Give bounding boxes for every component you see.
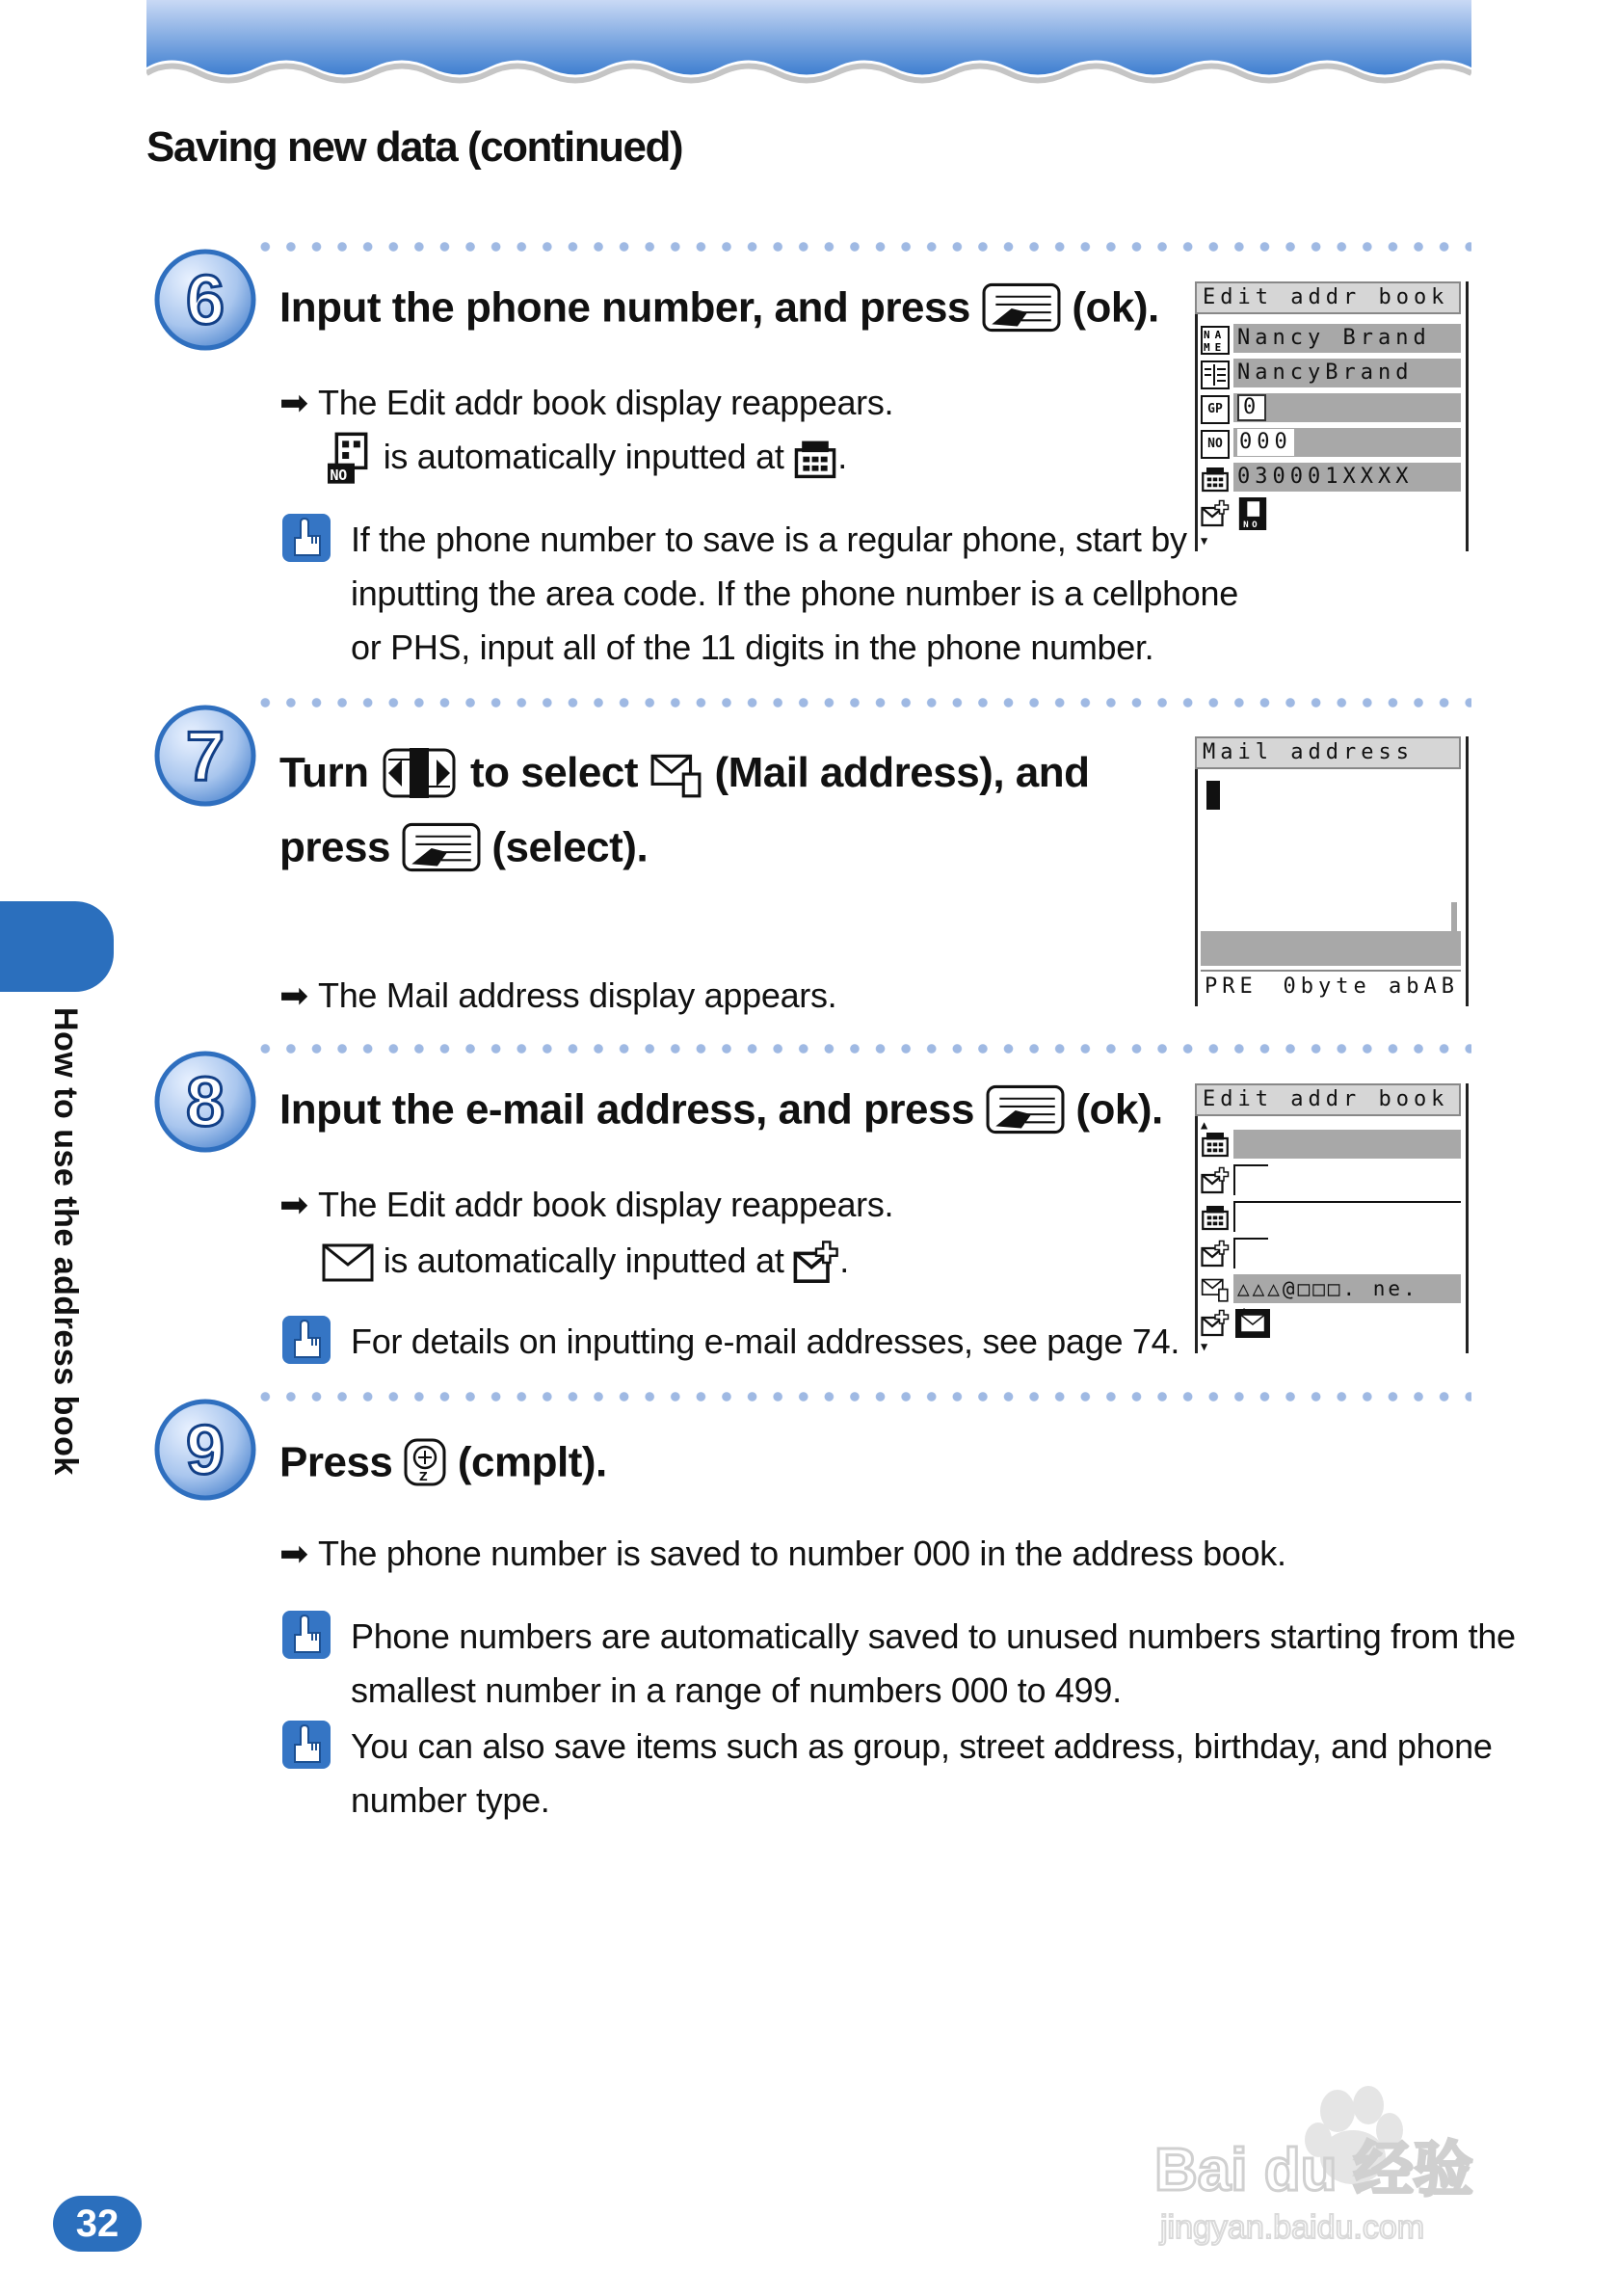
- note-text: Phone numbers are automatically saved to unused numbers starting from the smallest number in a range of numbers 000 to 499.: [351, 1616, 1516, 1710]
- side-tab: [0, 901, 114, 992]
- envelope-icon: [322, 1243, 374, 1282]
- step-number-badge: [154, 1051, 256, 1153]
- svg-text:6: 6: [185, 262, 225, 339]
- mail-type-icon: [1201, 1309, 1230, 1338]
- step-heading: Input the e-mail address, and press (ok).: [279, 1085, 1163, 1134]
- screen-bar: [1201, 931, 1461, 966]
- result-text: ➡ The Mail address display appears.: [279, 969, 836, 1023]
- ok-key-icon: [986, 1084, 1065, 1135]
- mail-address-icon: [1201, 1274, 1230, 1303]
- scrollbar: [1451, 902, 1457, 931]
- screen-field: △△△@□□□. ne.: [1233, 1274, 1461, 1303]
- dotted-divider: [252, 698, 1471, 707]
- svg-text:8: 8: [185, 1064, 225, 1141]
- no-tag-icon: [322, 432, 374, 486]
- watermark-brand: Bai du 经验: [1154, 2137, 1473, 2203]
- svg-text:NO: NO: [1243, 520, 1261, 530]
- step-number-badge: [154, 705, 256, 807]
- svg-text:ME: ME: [1204, 341, 1227, 354]
- phone-type-icon: [1201, 1166, 1230, 1195]
- note-text: For details on inputting e-mail addresses, see page 74.: [351, 1322, 1180, 1361]
- arrow-right-icon: ➡: [279, 383, 308, 422]
- name-icon: [1201, 326, 1230, 355]
- step-heading: Turn to select (Mail address), and: [279, 746, 1090, 800]
- phone-type-icon: [1201, 499, 1230, 528]
- side-tab-label: How to use the address book: [47, 1007, 84, 1476]
- hand-note-icon: [281, 1720, 331, 1770]
- envelope-icon: [1239, 1314, 1266, 1333]
- step-heading: press (select).: [279, 823, 649, 871]
- header-banner: [146, 0, 1471, 96]
- scroll-down-icon: ▼: [1201, 534, 1208, 547]
- svg-text:9: 9: [185, 1412, 225, 1489]
- ok-key-icon: [402, 822, 481, 872]
- scroll-up-icon: ▲: [1201, 1118, 1208, 1132]
- step-heading: Press (cmplt).: [279, 1438, 607, 1486]
- hand-note-icon: [281, 513, 331, 563]
- phone-icon: [1201, 465, 1230, 494]
- mail-address-icon: [649, 746, 703, 800]
- dotted-divider: [252, 1044, 1471, 1054]
- screen-footer: PRE 0byte abAB: [1201, 970, 1461, 1004]
- jog-key-icon: [380, 746, 459, 800]
- svg-text:NA: NA: [1204, 329, 1227, 341]
- watermark-url: jingyan.baidu.com: [1160, 2209, 1425, 2246]
- screen-title: Edit addr book: [1195, 281, 1461, 314]
- result-text: ➡ The Edit addr book display reappears.: [279, 1178, 893, 1232]
- step-heading-text: Input the phone number, and press: [279, 283, 970, 332]
- step-number-badge: [154, 1399, 256, 1501]
- phone-screen: Edit addr book NA ME Nancy Brand NancyBrand GP 0 NO 000 030001XXXX NO ▼: [1195, 281, 1470, 551]
- number-icon: NO: [1201, 430, 1230, 459]
- step-number-badge: [154, 249, 256, 351]
- phone-screen: [1195, 736, 1470, 1006]
- arrow-right-icon: ➡: [279, 1185, 308, 1224]
- dotted-divider: [252, 242, 1471, 252]
- result-text: ➡ The phone number is saved to number 000 in the address book.: [279, 1527, 1286, 1581]
- result-text: is automatically inputted at .: [322, 1234, 849, 1288]
- page-subtitle: Saving new data (continued): [146, 123, 682, 171]
- phone-screen: [1195, 1083, 1470, 1353]
- arrow-right-icon: ➡: [279, 975, 308, 1015]
- page-number: 32: [53, 2196, 142, 2252]
- ok-key-icon: [982, 282, 1061, 333]
- screen-title: Edit addr book: [1195, 1083, 1461, 1116]
- mail-type-icon: [793, 1240, 839, 1286]
- watermark-logo: [1154, 2063, 1521, 2256]
- no-tag-icon: [1237, 497, 1268, 530]
- phone-book-icon: [793, 437, 837, 481]
- step-heading: [279, 281, 1159, 333]
- note-text: You can also save items such as group, street address, birthday, and phone number type.: [351, 1726, 1493, 1820]
- svg-text:7: 7: [185, 718, 225, 795]
- hand-note-icon: [281, 1315, 331, 1365]
- scroll-down-icon: ▼: [1201, 1340, 1208, 1353]
- text-cursor: [1206, 781, 1220, 810]
- screen-title: Mail address: [1195, 736, 1461, 769]
- reading-icon: [1201, 360, 1230, 389]
- group-icon: GP: [1201, 395, 1230, 424]
- phone-icon: [1201, 1130, 1230, 1159]
- step-heading-text: (ok).: [1072, 283, 1159, 332]
- arrow-right-icon: ➡: [279, 1534, 308, 1573]
- cmplt-key-icon: [404, 1437, 446, 1487]
- screen-field: [1233, 1130, 1461, 1159]
- note-text: If the phone number to save is a regular phone, start by inputting the area code. If the phone number is a cellphone or PHS, input all of the 11 digits in the phone number.: [351, 520, 1238, 667]
- result-text: ➡ The Edit addr book display reappears.: [279, 376, 893, 430]
- dotted-divider: [252, 1392, 1471, 1402]
- hand-note-icon: [281, 1610, 331, 1660]
- phone-type-icon: [1201, 1240, 1230, 1268]
- result-text: is automatically inputted at .: [322, 430, 847, 486]
- phone-icon: [1201, 1203, 1230, 1232]
